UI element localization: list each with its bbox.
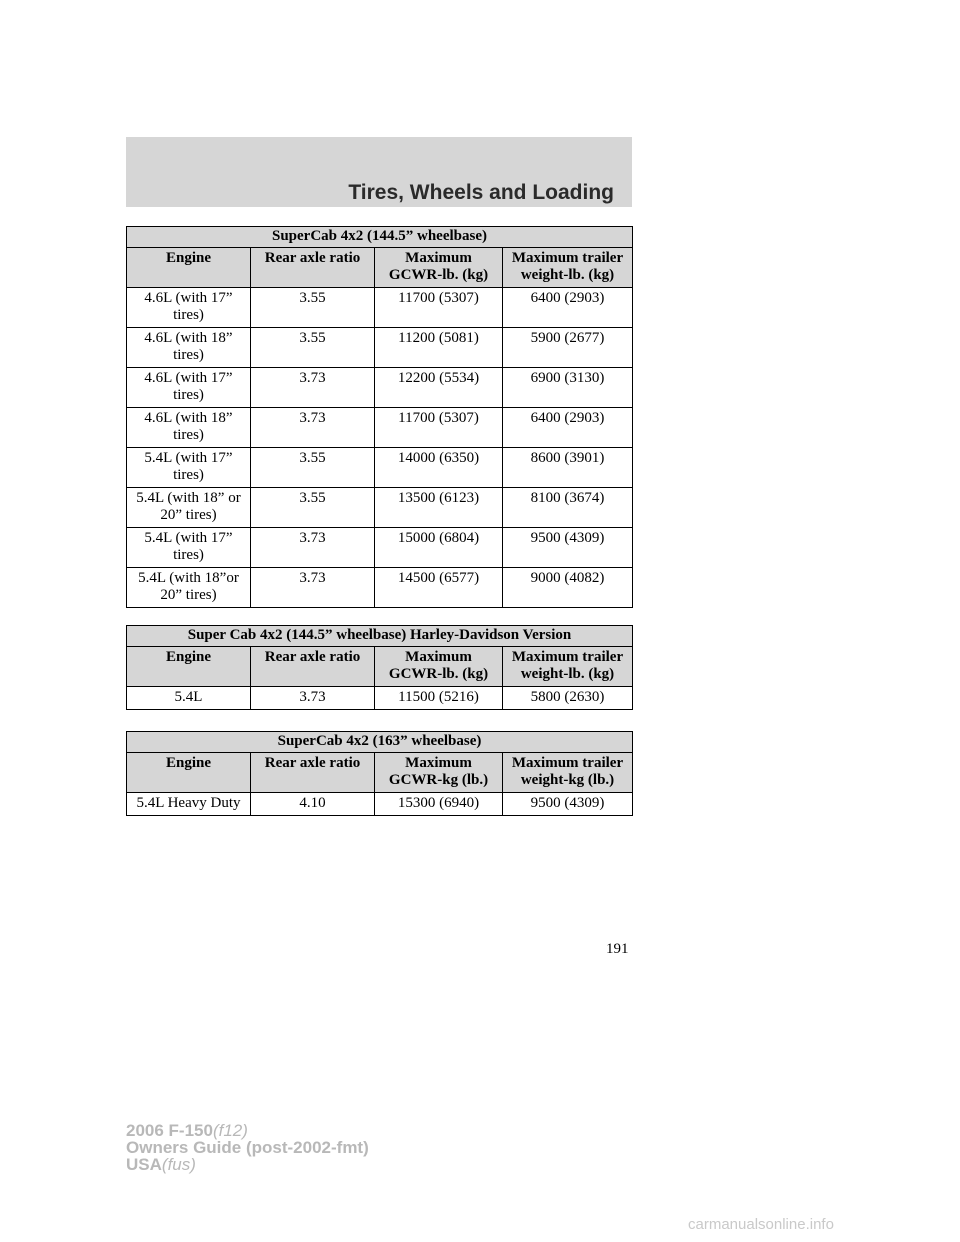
table-cell: 9500 (4309) — [503, 528, 633, 568]
footer-market: USA — [126, 1155, 162, 1174]
table-cell: 6400 (2903) — [503, 288, 633, 328]
table-row — [127, 408, 633, 448]
table-row — [127, 328, 633, 368]
table-cell: 4.6L (with 17” tires) — [127, 288, 251, 328]
table-cell: 5.4L (with 17” tires) — [127, 448, 251, 488]
column-header: Maximum GCWR-lb. (kg) — [375, 248, 503, 288]
table-caption: SuperCab 4x2 (144.5” wheelbase) — [127, 227, 633, 248]
column-header: Maximum trailer weight-kg (lb.) — [503, 753, 633, 793]
table-cell: 4.6L (with 18” tires) — [127, 408, 251, 448]
table-row — [127, 288, 633, 328]
table-row — [127, 568, 633, 608]
table-cell: 5.4L (with 18”or 20” tires) — [127, 568, 251, 608]
table-cell: 8600 (3901) — [503, 448, 633, 488]
footer-model: 2006 F-150 — [126, 1121, 213, 1140]
table-cell: 3.73 — [251, 528, 375, 568]
table-cell: 3.55 — [251, 488, 375, 528]
column-header: Maximum GCWR-kg (lb.) — [375, 753, 503, 793]
table-cell: 5.4L (with 18” or 20” tires) — [127, 488, 251, 528]
document-footer — [126, 1122, 369, 1173]
spec-table-supercab-163 — [126, 731, 633, 816]
table-cell: 3.55 — [251, 448, 375, 488]
page-number: 191 — [606, 941, 629, 957]
spec-table-supercab-144 — [126, 226, 633, 608]
column-header: Maximum GCWR-lb. (kg) — [375, 647, 503, 687]
table-caption: SuperCab 4x2 (163” wheelbase) — [127, 732, 633, 753]
table-cell: 11700 (5307) — [375, 408, 503, 448]
table-cell: 5900 (2677) — [503, 328, 633, 368]
table-row — [127, 448, 633, 488]
column-header: Rear axle ratio — [251, 647, 375, 687]
table-row — [127, 793, 633, 816]
table-cell: 3.55 — [251, 328, 375, 368]
table-row — [127, 687, 633, 710]
column-header: Engine — [127, 753, 251, 793]
table-cell: 3.55 — [251, 288, 375, 328]
footer-model-code: (f12) — [212, 1121, 248, 1140]
column-header: Engine — [127, 248, 251, 288]
table-row — [127, 368, 633, 408]
footer-market-code: (fus) — [161, 1155, 196, 1174]
table-cell: 6400 (2903) — [503, 408, 633, 448]
column-header: Maximum trailer weight-lb. (kg) — [503, 647, 633, 687]
table-cell: 9500 (4309) — [503, 793, 633, 816]
column-header: Rear axle ratio — [251, 248, 375, 288]
column-header: Engine — [127, 647, 251, 687]
table-cell: 11200 (5081) — [375, 328, 503, 368]
table-caption: Super Cab 4x2 (144.5” wheelbase) Harley-Davidson Version — [127, 626, 633, 647]
table-cell: 5.4L (with 17” tires) — [127, 528, 251, 568]
table-cell: 14000 (6350) — [375, 448, 503, 488]
table-cell: 4.6L (with 18” tires) — [127, 328, 251, 368]
table-cell: 8100 (3674) — [503, 488, 633, 528]
table-cell: 5.4L — [127, 687, 251, 710]
table-cell: 4.10 — [251, 793, 375, 816]
table-cell: 3.73 — [251, 568, 375, 608]
column-header: Rear axle ratio — [251, 753, 375, 793]
table-cell: 3.73 — [251, 368, 375, 408]
table-cell: 12200 (5534) — [375, 368, 503, 408]
section-title: Tires, Wheels and Loading — [348, 181, 614, 204]
table-cell: 11500 (5216) — [375, 687, 503, 710]
table-cell: 6900 (3130) — [503, 368, 633, 408]
column-header: Maximum trailer weight-lb. (kg) — [503, 248, 633, 288]
table-cell: 15300 (6940) — [375, 793, 503, 816]
table-row — [127, 488, 633, 528]
table-cell: 13500 (6123) — [375, 488, 503, 528]
table-cell: 9000 (4082) — [503, 568, 633, 608]
table-cell: 4.6L (with 17” tires) — [127, 368, 251, 408]
table-cell: 11700 (5307) — [375, 288, 503, 328]
table-cell: 15000 (6804) — [375, 528, 503, 568]
table-cell: 3.73 — [251, 408, 375, 448]
section-header — [126, 137, 632, 207]
footer-guide: Owners Guide (post-2002-fmt) — [126, 1138, 369, 1157]
table-cell: 5.4L Heavy Duty — [127, 793, 251, 816]
table-cell: 5800 (2630) — [503, 687, 633, 710]
table-row — [127, 528, 633, 568]
watermark: carmanualsonline.info — [688, 1216, 834, 1233]
spec-table-harley-davidson — [126, 625, 633, 710]
table-cell: 3.73 — [251, 687, 375, 710]
table-cell: 14500 (6577) — [375, 568, 503, 608]
